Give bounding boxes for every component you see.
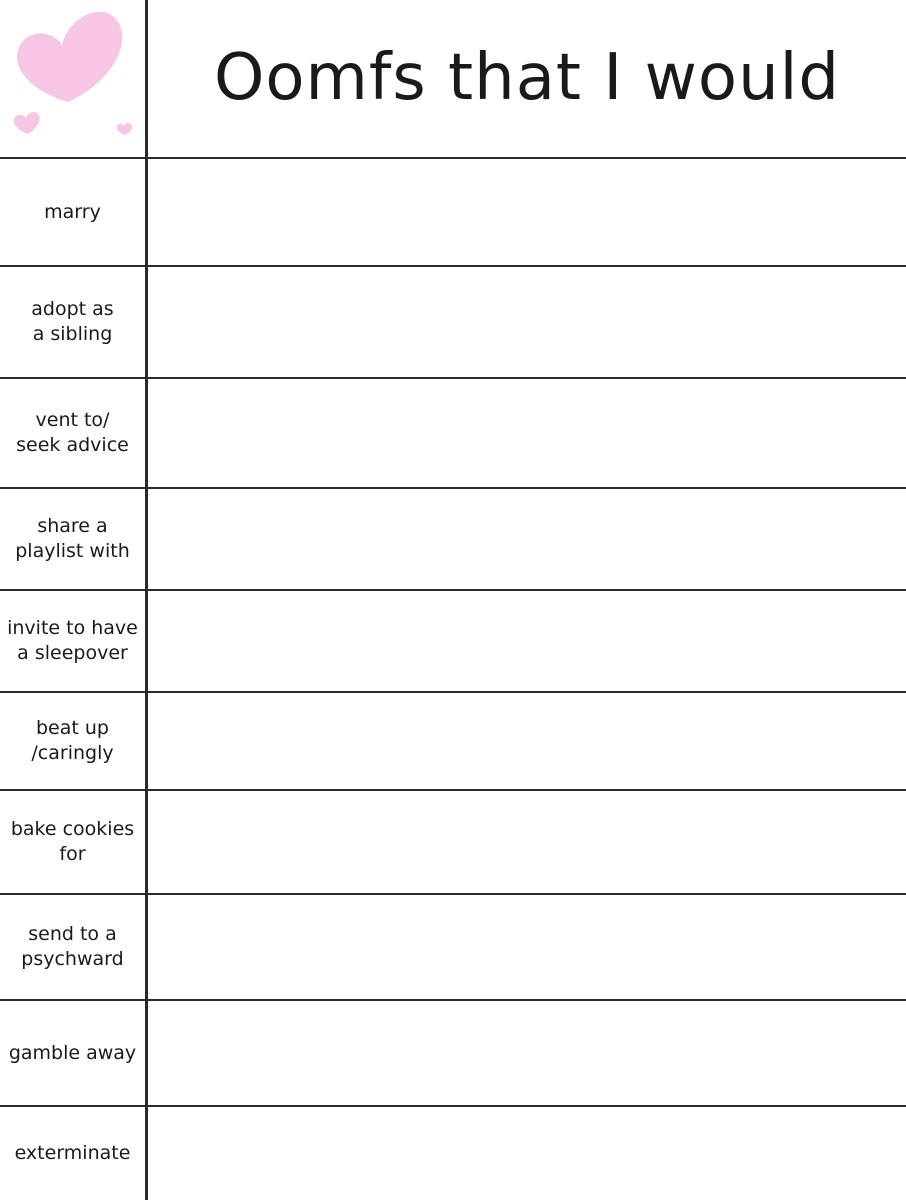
header-divider — [0, 157, 906, 159]
row-entry-cell[interactable] — [148, 1000, 906, 1106]
row-label: exterminate — [14, 1141, 131, 1164]
row-entry-cell[interactable] — [148, 378, 906, 488]
row-entry-cell[interactable] — [148, 158, 906, 266]
row-entry-cell[interactable] — [148, 692, 906, 790]
hearts-decoration — [0, 0, 145, 158]
small-heart-icon — [14, 112, 40, 134]
page-title: Oomfs that I would — [213, 41, 841, 115]
row-label: marry — [44, 200, 101, 223]
row-label: beat up /caringly — [31, 717, 114, 764]
row-entry-cell[interactable] — [148, 790, 906, 894]
row-label: share a playlist with — [15, 515, 130, 562]
row-label: bake cookies for — [10, 818, 135, 865]
row-entry-cell[interactable] — [148, 894, 906, 1000]
row-label: invite to have a sleepover — [7, 617, 138, 664]
row-label: gamble away — [8, 1041, 137, 1064]
row-entry-cell[interactable] — [148, 266, 906, 378]
row-label: vent to/ seek advice — [16, 409, 129, 456]
row-label: adopt as a sibling — [31, 298, 114, 345]
tiny-heart-icon — [117, 123, 132, 135]
row-entry-cell[interactable] — [148, 1106, 906, 1200]
row-label: send to a psychward — [21, 923, 124, 970]
large-heart-icon — [17, 12, 122, 102]
row-entry-cell[interactable] — [148, 590, 906, 692]
row-entry-cell[interactable] — [148, 488, 906, 590]
